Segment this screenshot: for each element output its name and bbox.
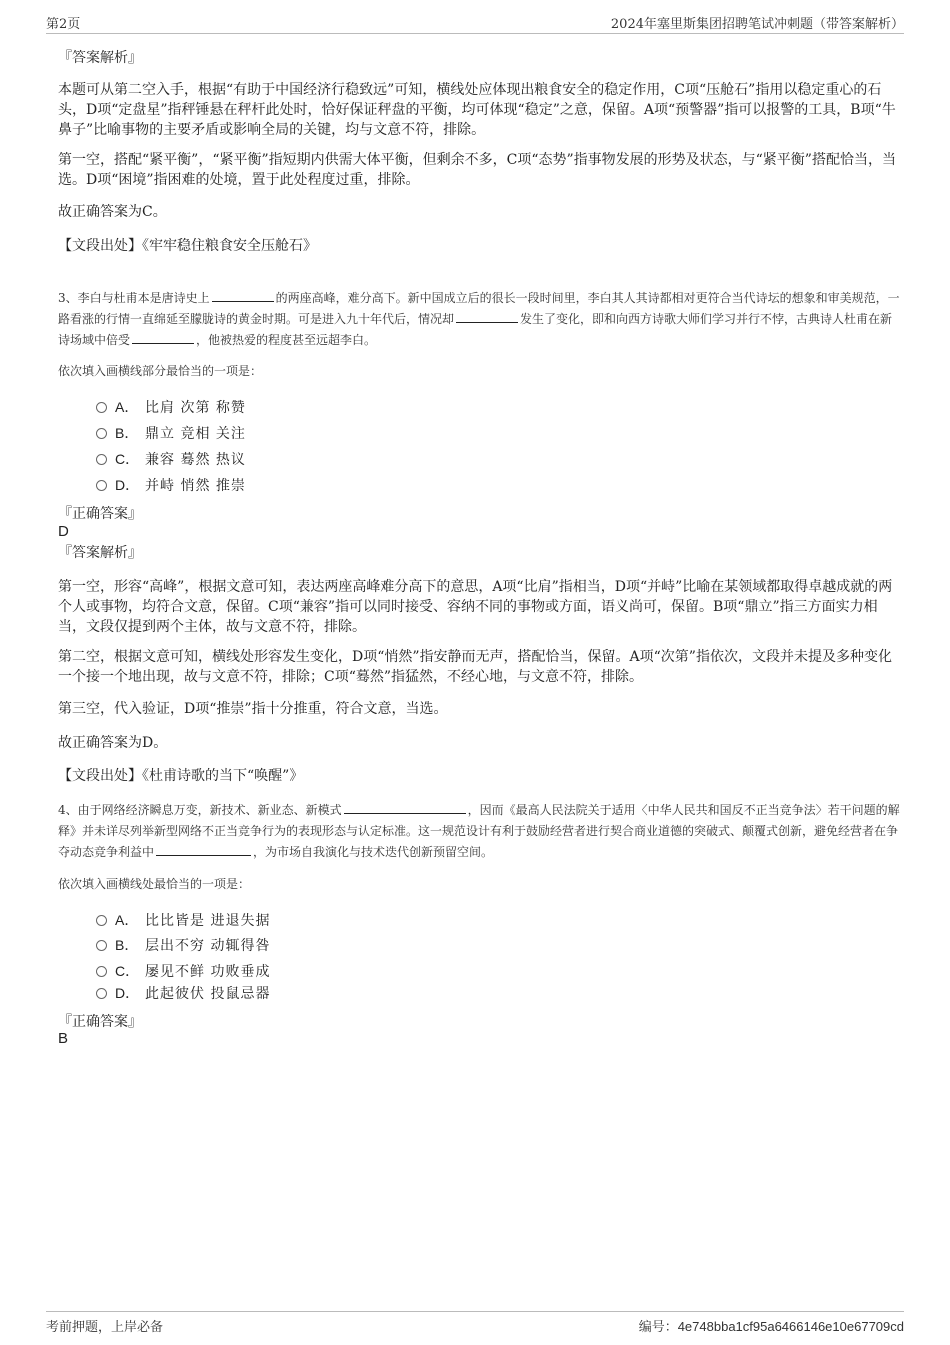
q2-conclusion: 故正确答案为C。: [58, 204, 167, 220]
q4-option-d[interactable]: D． 此起彼伏 投鼠忌器: [96, 983, 270, 1003]
q3-source: 【文段出处】《杜甫诗歌的当下“唤醒”》: [58, 768, 304, 784]
q4-option-b[interactable]: B． 层出不穷 动辄得咎: [96, 935, 270, 955]
document-id: 编号：4e748bba1cf95a6466146e10e67709cd: [638, 1319, 904, 1334]
blank-3: [132, 331, 194, 344]
footer-slogan: 考前押题，上岸必备: [46, 1320, 164, 1335]
radio-icon[interactable]: [96, 480, 107, 491]
page-number: 第2页: [46, 17, 81, 32]
q4-correct-answer: B: [58, 1030, 69, 1047]
q2-analysis-label: 『答案解析』: [58, 50, 142, 66]
radio-icon[interactable]: [96, 940, 107, 951]
q3-correct-answer: D: [58, 523, 69, 540]
q3-option-b[interactable]: B． 鼎立 竞相 关注: [96, 423, 246, 443]
q3-option-a[interactable]: A． 比肩 次第 称赞: [96, 397, 246, 417]
blank-2: [456, 310, 518, 323]
q2-analysis-para1: 本题可从第二空入手，根据“有助于中国经济行稳致远”可知，横线处应体现出粮食安全的稳定作用，C项“压舱石”指用以稳定重心的石头，D项“定盘星”指秤锤悬在秤杆此处时，恰好保证秤盘的平衡，均可体现“稳定”之意，保留。A项“预警器”指可以报警的工具，B项“牛鼻子”比喻事物的主要矛盾或影响全局的关键，均与文意不符，排除。: [58, 82, 896, 138]
page-footer: [46, 1311, 904, 1335]
radio-icon[interactable]: [96, 428, 107, 439]
q3-stem: 3、李白与杜甫本是唐诗史上 的两座高峰，难分高下。新中国成立后的很长一段时间里，李白其人其诗都相对更符合当代诗坛的想象和审美规范，一路看涨的行情一直绵延至朦胧诗的黄金时期。可是进入九十年代后，情况却 发生了变化，即和向西方诗歌大师们学习并行不悖，古典诗人杜甫在新诗场域中倍受 ，他被热爱的程度甚至远超李白。: [58, 291, 900, 347]
blank-2: [156, 843, 251, 856]
blank-1: [344, 801, 466, 814]
q4-stem: 4、由于网络经济瞬息万变，新技术、新业态、新模式 ，因而《最高人民法院关于适用〈中华人民共和国反不正当竞争法〉若干问题的解释》并未详尽列举新型网络不正当竞争行为的表现形态与认定标准。这一规范设计有利于鼓励经营者进行契合商业道德的突破式、颠覆式创新，避免经营者在争夺动态竞争利益中 ，为市场自我演化与技术迭代创新预留空间。: [58, 803, 900, 859]
q3-analysis-para3: 第三空，代入验证，D项“推崇”指十分推重，符合文意，当选。: [58, 701, 448, 717]
q2-analysis-para2: 第一空，搭配“紧平衡”，“紧平衡”指短期内供需大体平衡，但剩余不多，C项“态势”指事物发展的形势及状态，与“紧平衡”搭配恰当，当选。D项“困境”指困难的处境，置于此处程度过重，排除。: [58, 152, 896, 188]
q3-analysis-para2: 第二空，根据文意可知，横线处形容发生变化，D项“悄然”指安静而无声，搭配恰当，保留。A项“次第”指依次，文段并未提及多种变化一个接一个地出现，故与文意不符，排除；C项“蓦然”指猛然，不经心地，与文意不符，排除。: [58, 649, 892, 685]
radio-icon[interactable]: [96, 988, 107, 999]
q3-analysis-para1: 第一空，形容“高峰”，根据文意可知，表达两座高峰难分高下的意思，A项“比肩”指相当，D项“并峙”比喻在某领域都取得卓越成就的两个人或事物，均符合文意，保留。C项“兼容”指可以同时接受、容纳不同的事物或方面，语义尚可，保留。B项“鼎立”指三方面实力相当，文段仅提到两个主体，故与文意不符，排除。: [58, 579, 893, 635]
q4-option-a[interactable]: A． 比比皆是 进退失据: [96, 910, 270, 930]
q3-option-d[interactable]: D． 并峙 悄然 推崇: [96, 475, 246, 495]
q3-correct-label: 『正确答案』: [58, 506, 142, 522]
q3-analysis-label: 『答案解析』: [58, 545, 142, 561]
q4-prompt: 依次填入画横线处最恰当的一项是：: [58, 877, 251, 891]
radio-icon[interactable]: [96, 402, 107, 413]
q4-option-c[interactable]: C． 屡见不鲜 功败垂成: [96, 961, 270, 981]
q2-source: 【文段出处】《牢牢稳住粮食安全压舱石》: [58, 238, 317, 254]
q3-conclusion: 故正确答案为D。: [58, 735, 168, 751]
q3-option-c[interactable]: C． 兼容 蓦然 热议: [96, 449, 246, 469]
q4-correct-label: 『正确答案』: [58, 1014, 142, 1030]
radio-icon[interactable]: [96, 915, 107, 926]
blank-1: [212, 289, 274, 302]
q3-prompt: 依次填入画横线部分最恰当的一项是：: [58, 364, 263, 378]
document-title: 2024年塞里斯集团招聘笔试冲刺题（带答案解析）: [610, 17, 904, 32]
page-header: [46, 13, 904, 34]
radio-icon[interactable]: [96, 966, 107, 977]
radio-icon[interactable]: [96, 454, 107, 465]
